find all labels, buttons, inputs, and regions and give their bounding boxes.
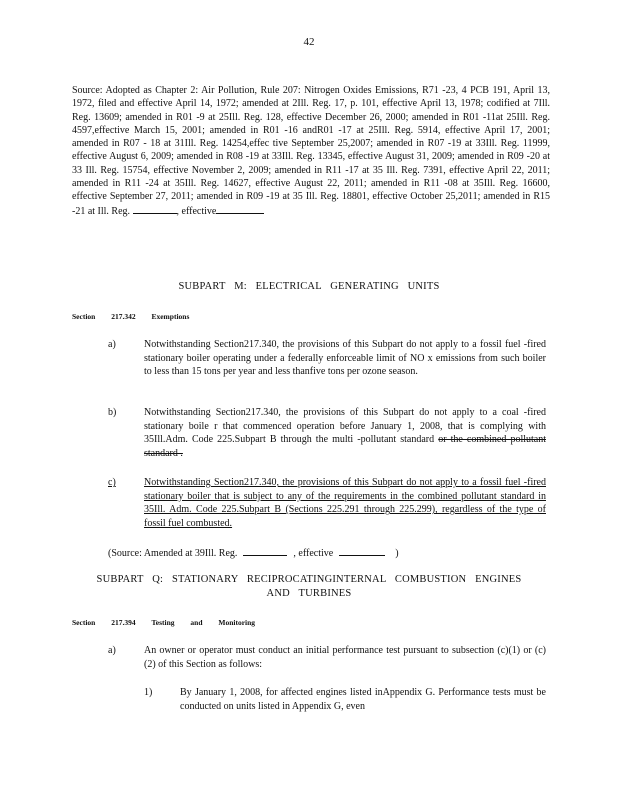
testing-item-a: [108, 644, 546, 671]
section-word: Section: [72, 312, 96, 321]
item-label: b): [108, 407, 117, 418]
page-number: 42: [303, 36, 315, 48]
source-note-suffix: ): [395, 548, 399, 559]
subitem-text: By January 1, 2008, for affected engines listed inAppendix G. Performance tests must be conducted on units listed in Appendix G, even: [180, 687, 546, 712]
source-effective-label: , effective: [176, 205, 217, 217]
subpart-q-heading-line1: SUBPART Q: STATIONARY RECIPROCATINGINTERNAL COMBUSTION ENGINES: [96, 574, 522, 585]
section-title-part: Testing: [151, 618, 175, 627]
item-label: a): [108, 339, 116, 350]
subpart-m-heading: SUBPART M: ELECTRICAL GENERATING UNITS: [178, 281, 440, 292]
section-word: Section: [72, 618, 96, 627]
effective-blank-line: [216, 204, 264, 214]
subpart-q-heading-line2: AND TURBINES: [266, 588, 352, 599]
item-text: Notwithstanding Section217.340, the provisions of this Subpart do not apply to a fossil fuel -fired stationary boiler operating under a federally enforceable limit of NO x emissions from such boiler to less than 15 tons per year and less thanfive tons per ozone season.: [144, 339, 546, 378]
item-text: An owner or operator must conduct an initial performance test pursuant to subsection (c)(1) or (c)(2) of this Section as follows:: [144, 645, 546, 670]
section-number: 217.342: [111, 312, 136, 321]
item-label: c): [108, 477, 116, 488]
section-title-part: Monitoring: [218, 618, 256, 627]
source-history-text: Source: Adopted as Chapter 2: Air Pollution, Rule 207: Nitrogen Oxides Emissions, R71 -23, 4 PCB 191, April 13, 1972, filed and effective April 14, 1972; amended at 2Ill. Reg. 17, p. 101, effective April 13, 1978; codified at 7Ill. Reg. 13609; amended in R01 -9 at 25Ill. Reg. 128, effective December 26, 2000; amended in R01 -11at 25Ill. Reg. 4597,effective March 15, 2001; amended in R01 -16 andR01 -17 at 25Ill. Reg. 5914, effective April 17, 2001; amended in R07 - 18 at 31Ill. Reg. 14254,effec tive September 25,2007; amended in R07 -19 at 33Ill. Reg. 11999, effective August 6, 2009; amended in R08 -19 at 33Ill. Reg. 13345, effective August 31, 2009; amended in R09 -20 at 33 Ill. Reg. 15754, effective November 2, 2009; amended in R11 -17 at 35 Ill. Reg. 7391, effective April 22, 2011; amended in R11 -24 at 35Ill. Reg. 14627, effective August 22, 2011; amended in R11 -08 at 35Ill. Reg. 16600, effective September 27, 2011; amended in R09 -19 at 35 Ill. Reg. 18801, effective October 25,2011; amended in R15 -21 at Ill. Reg.: [72, 85, 550, 217]
section-title: Exemptions: [151, 312, 190, 321]
testing-subitem-1: [144, 686, 546, 713]
exemption-item-b: [108, 406, 546, 460]
section-number: 217.394: [111, 618, 136, 627]
source-note-prefix: (Source: Amended at 39Ill. Reg.: [108, 548, 238, 559]
struck-text: or the combined pollutant standard .: [144, 434, 546, 459]
section-217-394-heading: [72, 618, 269, 627]
item-text-container: [144, 406, 546, 460]
source-history-paragraph: [72, 84, 550, 218]
reg-blank-line: [243, 546, 287, 556]
reg-blank-line: [133, 204, 177, 214]
item-label: a): [108, 645, 116, 656]
exemption-item-c: [108, 476, 546, 530]
exemption-item-a: [108, 338, 546, 379]
effective-blank-line: [339, 546, 385, 556]
source-amendment-note: [108, 546, 399, 559]
section-title-part: and: [190, 618, 203, 627]
subitem-label: 1): [144, 687, 153, 698]
section-217-342-heading: [72, 312, 203, 321]
item-text-underlined: Notwithstanding Section217.340, the provisions of this Subpart do not apply to a fossil fuel -fired stationary boiler that is subject to any of the requirements in the combined pollutant standard in 35Ill. Adm. Code 225.Subpart B (Sections 225.291 through 225.299), regardless of the type of fossil fuel combusted.: [144, 477, 546, 529]
source-note-middle: , effective: [293, 548, 334, 559]
item-text: Notwithstanding Section217.340, the provisions of this Subpart do not apply to a coal -fired stationary boile r that commenced operation before January 1, 2008, that is complying with 35Ill.Adm. Code 225.Subpart B through the multi -pollutant standard: [144, 407, 546, 446]
